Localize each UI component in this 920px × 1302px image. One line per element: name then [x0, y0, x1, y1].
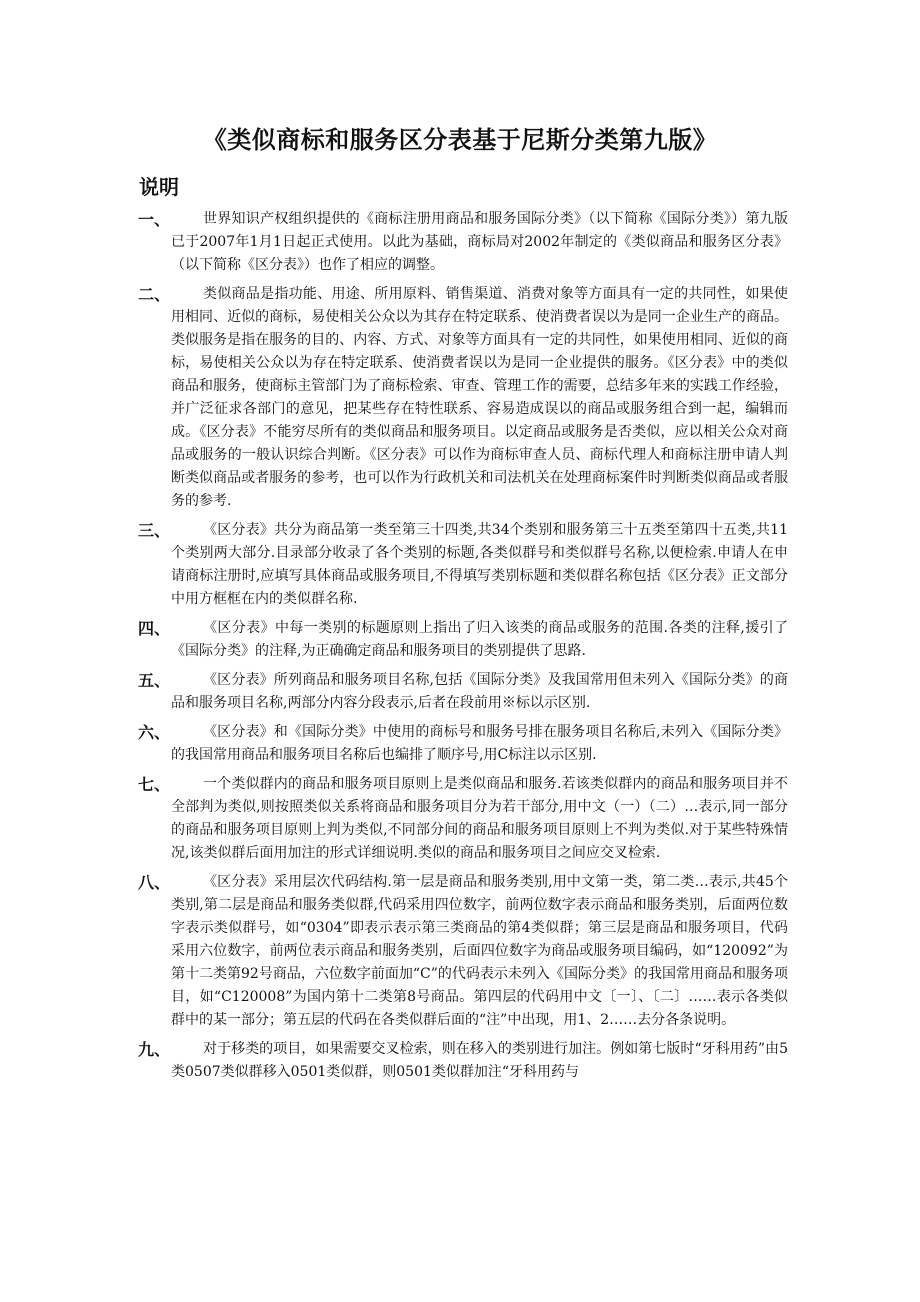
- item-text: 世界知识产权组织提供的《商标注册用商品和服务国际分类》（以下简称《国际分类》）第九版已于2007年1月1日起正式使用。以此为基础，商标局对2002年制定的《类似商品和服务区分表》（以下简称《区分表》）也作了相应的调整。: [171, 211, 788, 273]
- item-number: 一、: [138, 210, 171, 229]
- list-item: [138, 1038, 788, 1084]
- item-number: 八、: [138, 873, 171, 892]
- section-heading: 说明: [139, 175, 179, 199]
- list-item: [138, 283, 788, 513]
- list-item: [138, 519, 788, 611]
- item-number: 五、: [138, 671, 171, 690]
- item-text: 一个类似群内的商品和服务项目原则上是类似商品和服务.若该类似群内的商品和服务项目并不全部判为类似,则按照类似关系将商品和服务项目分为若干部分,用中文（一）（二）…表示,同一部分的商品和服务项目原则上判为类似,不同部分间的商品和服务项目原则上不判为类似.对于某些特殊情况,该类似群后面用加注的形式详细说明.类似的商品和服务项目之间应交叉检索.: [171, 776, 788, 861]
- item-text: 《区分表》所列商品和服务项目名称,包括《国际分类》及我国常用但未列入《国际分类》的商品和服务项目名称,两部分内容分段表示,后者在段前用※标以示区别.: [171, 672, 788, 711]
- document-title: 《类似商标和服务区分表基于尼斯分类第九版》: [202, 126, 718, 154]
- list-item: [138, 208, 788, 277]
- item-text: 《区分表》和《国际分类》中使用的商标号和服务号排在服务项目名称后,未列入《国际分类》的我国常用商品和服务项目名称后也编排了顺序号,用C标注以示区别.: [171, 724, 788, 763]
- item-number: 二、: [138, 285, 171, 304]
- item-text: 《区分表》中每一类别的标题原则上指出了归入该类的商品或服务的范围.各类的注释,援引了《国际分类》的注释,为正确确定商品和服务项目的类别提供了思路.: [171, 620, 788, 659]
- item-number: 七、: [138, 775, 171, 794]
- list-item: [138, 773, 788, 865]
- numbered-list: [138, 208, 788, 1090]
- list-item: [138, 871, 788, 1032]
- list-item: [138, 721, 788, 767]
- item-number: 四、: [138, 619, 171, 638]
- item-number: 六、: [138, 723, 171, 742]
- item-text: 对于移类的项目，如果需要交叉检索，则在移入的类别进行加注。例如第七版时“牙科用药”由5类0507类似群移入0501类似群，则0501类似群加注“牙科用药与: [171, 1041, 788, 1080]
- item-text: 《区分表》采用层次代码结构.第一层是商品和服务类别,用中文第一类，第二类…表示,共45个类别,第二层是商品和服务类似群,代码采用四位数字，前两位数字表示商品和服务类别，后面两位数字表示类似群号，如“0304”即表示表示第三类商品的第4类似群；第三层是商品和服务项目，代码采用六位数字，前两位表示商品和服务类别，后面四位数字为商品或服务项目编码，如“120092”为第十二类第92号商品，六位数字前面加“C”的代码表示未列入《国际分类》的我国常用商品和服务项目，如“C120008”为国内第十二类第8号商品。第四层的代码用中文〔一〕、〔二〕……表示各类似群中的某一部分；第五层的代码在各类似群后面的“注”中出现，用1、2……去分各条说明。: [171, 874, 788, 1028]
- list-item: [138, 617, 788, 663]
- item-number: 九、: [138, 1040, 171, 1059]
- list-item: [138, 669, 788, 715]
- item-text: 类似商品是指功能、用途、所用原料、销售渠道、消费对象等方面具有一定的共同性，如果使用相同、近似的商标，易使相关公众以为其存在特定联系、使消费者误以为是同一企业生产的商品。类似服务是指在服务的目的、内容、方式、对象等方面具有一定的共同性，如果使用相同、近似的商标，易使相关公众以为存在特定联系、使消费者误以为是同一企业提供的服务。《区分表》中的类似商品和服务，使商标主管部门为了商标检索、审查、管理工作的需要，总结多年来的实践工作经验，并广泛征求各部门的意见，把某些存在特性联系、容易造成误以的商品或服务组合到一起，编辑而成。《区分表》不能穷尽所有的类似商品和服务项目。以定商品或服务是否类似，应以相关公众对商品或服务的一般认识综合判断。《区分表》可以作为商标审查人员、商标代理人和商标注册申请人判断类似商品或者服务的参考，也可以作为行政机关和司法机关在处理商标案件时判断类似商品或者服务的参考.: [171, 286, 788, 509]
- item-text: 《区分表》共分为商品第一类至第三十四类,共34个类别和服务第三十五类至第四十五类,共11个类别两大部分.目录部分收录了各个类别的标题,各类似群号和类似群号名称,以便检索.申请人在申请商标注册时,应填写具体商品或服务项目,不得填写类别标题和类似群名称包括《区分表》正文部分中用方框框在内的类似群名称.: [171, 522, 788, 607]
- item-number: 三、: [138, 521, 171, 540]
